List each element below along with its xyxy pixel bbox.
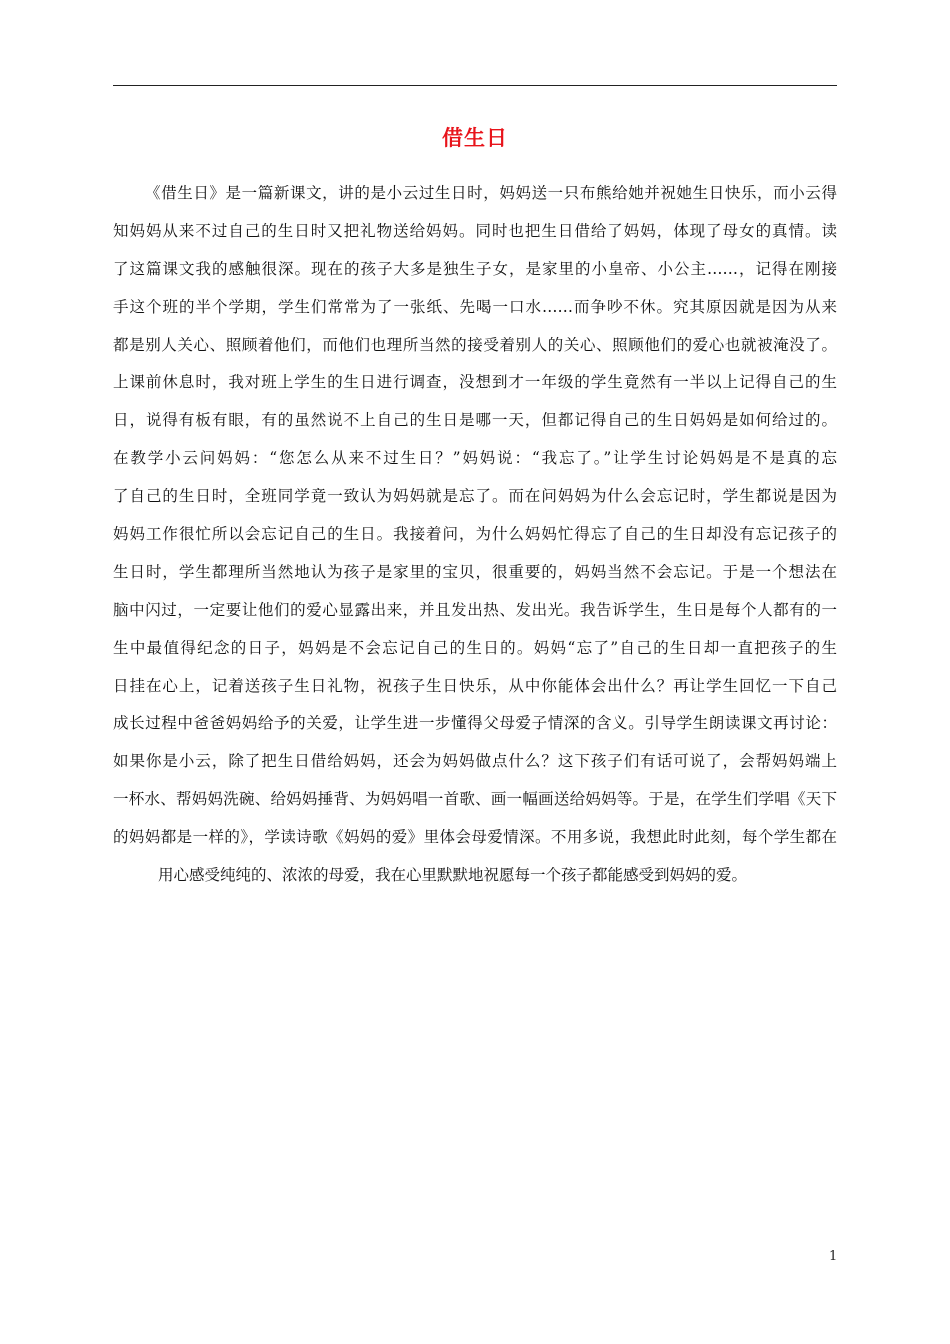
body-line: 知妈妈从来不过自己的生日时又把礼物送给妈妈。同时也把生日借给了妈妈，体现了母女的真情。读: [113, 221, 837, 240]
body-line: 都是别人关心、照顾着他们，而他们也理所当然的接受着别人的关心、照顾他们的爱心也就被淹没了。: [113, 335, 837, 354]
body-line: 《借生日》是一篇新课文，讲的是小云过生日时，妈妈送一只布熊给她并祝她生日快乐，而小云得: [145, 184, 837, 202]
header-rule: [113, 85, 837, 86]
body-line: 用心感受纯纯的、浓浓的母爱，我在心里默默地祝愿每一个孩子都能感受到妈妈的爱。: [158, 866, 748, 885]
body-line: 生中最值得纪念的日子，妈妈是不会忘记自己的生日的。妈妈“忘了”自己的生日却一直把孩子的生: [113, 638, 837, 657]
body-line: 了这篇课文我的感触很深。现在的孩子大多是独生子女，是家里的小皇帝、小公主……，记得在刚接: [113, 259, 837, 278]
document-body: [113, 178, 837, 898]
body-line: 妈妈工作很忙所以会忘记自己的生日。我接着问，为什么妈妈忙得忘了自己的生日却没有忘记孩子的: [113, 525, 837, 544]
body-line: 生日时，学生都理所当然地认为孩子是家里的宝贝，很重要的，妈妈当然不会忘记。于是一个想法在: [113, 562, 837, 581]
body-line: 成长过程中爸爸妈妈给予的关爱，让学生进一步懂得父母爱子情深的含义。引导学生朗读课文再讨论：: [113, 714, 837, 733]
body-line: 如果你是小云，除了把生日借给妈妈，还会为妈妈做点什么？这下孩子们有话可说了，会帮妈妈端上: [113, 752, 837, 771]
page-title: 借生日: [442, 126, 508, 150]
body-line: 的妈妈都是一样的》，学读诗歌《妈妈的爱》里体会母爱情深。不用多说，我想此时此刻，每个学生都在: [113, 828, 837, 847]
body-line: 了自己的生日时，全班同学竟一致认为妈妈就是忘了。而在问妈妈为什么会忘记时，学生都说是因为: [113, 487, 837, 506]
body-line: 脑中闪过，一定要让他们的爱心显露出来，并且发出热、发出光。我告诉学生，生日是每个人都有的一: [113, 600, 837, 619]
page-number: 1: [829, 1249, 838, 1264]
body-line: 一杯水、帮妈妈洗碗、给妈妈捶背、为妈妈唱一首歌、画一幅画送给妈妈等。于是，在学生们学唱《天下: [113, 790, 837, 809]
body-line: 日，说得有板有眼，有的虽然说不上自己的生日是哪一天，但都记得自己的生日妈妈是如何给过的。: [113, 411, 837, 430]
body-line: 在教学小云问妈妈：“您怎么从来不过生日？”妈妈说：“我忘了。”让学生讨论妈妈是不是真的忘: [113, 449, 837, 468]
body-line: 日挂在心上，记着送孩子生日礼物，祝孩子生日快乐，从中你能体会出什么？再让学生回忆一下自己: [113, 676, 837, 695]
body-line: 上课前休息时，我对班上学生的生日进行调查，没想到才一年级的学生竟然有一半以上记得自己的生: [113, 373, 837, 392]
body-line: 手这个班的半个学期，学生们常常为了一张纸、先喝一口水……而争吵不休。究其原因就是因为从来: [113, 297, 837, 316]
